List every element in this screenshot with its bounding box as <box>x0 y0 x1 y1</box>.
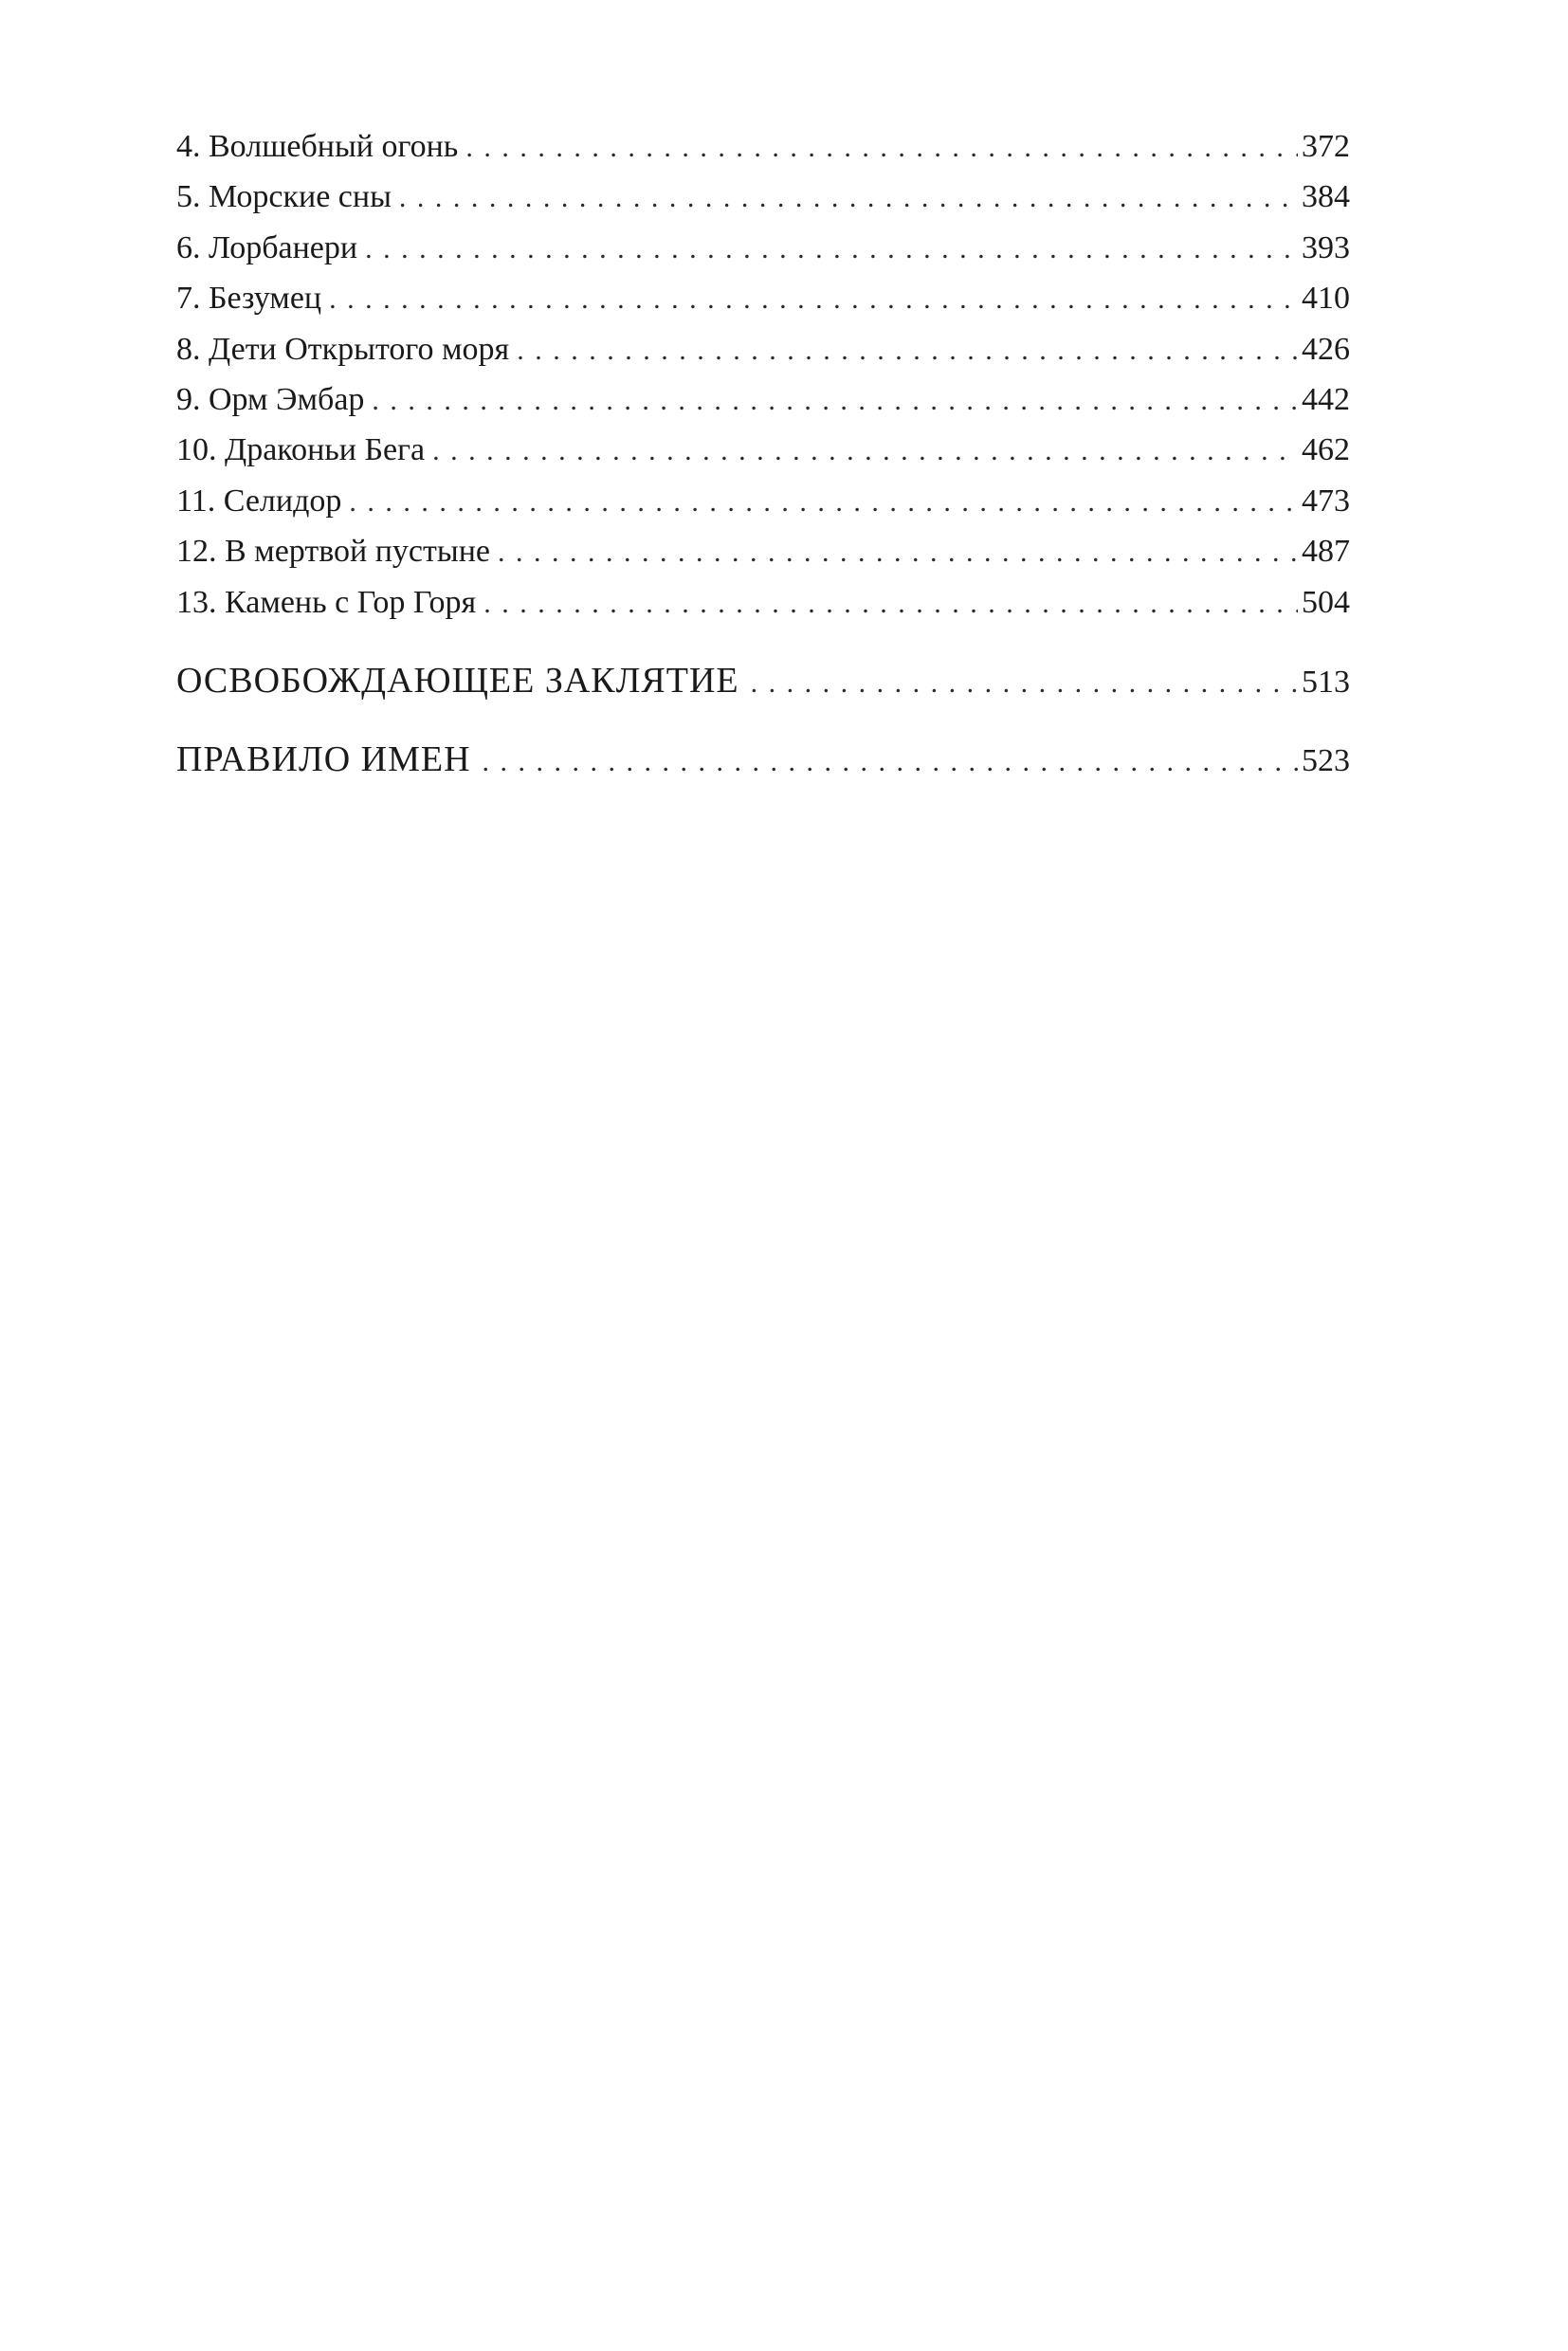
table-of-contents <box>176 121 1350 789</box>
dot-leader <box>329 274 1298 324</box>
toc-entry <box>176 223 1350 273</box>
toc-section-page: 513 <box>1302 664 1350 700</box>
toc-entry-title: 8. Дети Открытого моря <box>176 331 510 367</box>
toc-section-title: ПРАВИЛО ИМЕН <box>176 738 471 779</box>
toc-entry <box>176 172 1350 222</box>
dot-leader <box>498 527 1298 577</box>
toc-section-page: 523 <box>1302 742 1350 778</box>
toc-entry <box>176 324 1350 374</box>
toc-entry-title: 12. В мертвой пустыне <box>176 534 490 570</box>
toc-entry <box>176 121 1350 172</box>
toc-entry-title: 6. Лорбанери <box>176 229 358 265</box>
toc-entry-title: 5. Морские сны <box>176 179 392 215</box>
toc-section-title: ОСВОБОЖДАЮЩЕЕ ЗАКЛЯТИЕ <box>176 660 739 701</box>
toc-entry-page: 462 <box>1302 432 1350 468</box>
dot-leader <box>432 426 1298 476</box>
dot-leader <box>517 325 1298 375</box>
toc-entry-page: 393 <box>1302 229 1350 265</box>
toc-entry <box>176 374 1350 425</box>
toc-entry-page: 372 <box>1302 129 1350 164</box>
toc-entry-title: 9. Орм Эмбар <box>176 381 365 417</box>
dot-leader <box>372 375 1298 426</box>
toc-entry-page: 442 <box>1302 381 1350 417</box>
toc-entry-title: 10. Драконьи Бега <box>176 432 426 468</box>
dot-leader <box>465 122 1298 173</box>
toc-entry-title: 11. Селидор <box>176 483 342 519</box>
toc-entry <box>176 526 1350 576</box>
toc-entry-page: 410 <box>1302 281 1350 317</box>
toc-section-entry <box>176 733 1350 789</box>
dot-leader <box>349 477 1298 527</box>
dot-leader <box>483 736 1298 789</box>
toc-section-entry <box>176 654 1350 710</box>
toc-entry-title: 7. Безумец <box>176 281 322 317</box>
toc-entry-page: 487 <box>1302 534 1350 570</box>
toc-entry <box>176 476 1350 526</box>
toc-entry-title: 13. Камень с Гор Горя <box>176 584 477 620</box>
toc-entry-page: 426 <box>1302 331 1350 367</box>
toc-entry <box>176 273 1350 323</box>
toc-entry <box>176 577 1350 628</box>
dot-leader <box>483 578 1298 629</box>
toc-entry <box>176 425 1350 475</box>
toc-entry-page: 504 <box>1302 584 1350 620</box>
toc-entry-page: 384 <box>1302 179 1350 215</box>
dot-leader <box>399 173 1298 223</box>
toc-entry-title: 4. Волшебный огонь <box>176 129 459 164</box>
toc-entry-page: 473 <box>1302 483 1350 519</box>
dot-leader <box>365 224 1298 274</box>
dot-leader <box>751 657 1298 710</box>
